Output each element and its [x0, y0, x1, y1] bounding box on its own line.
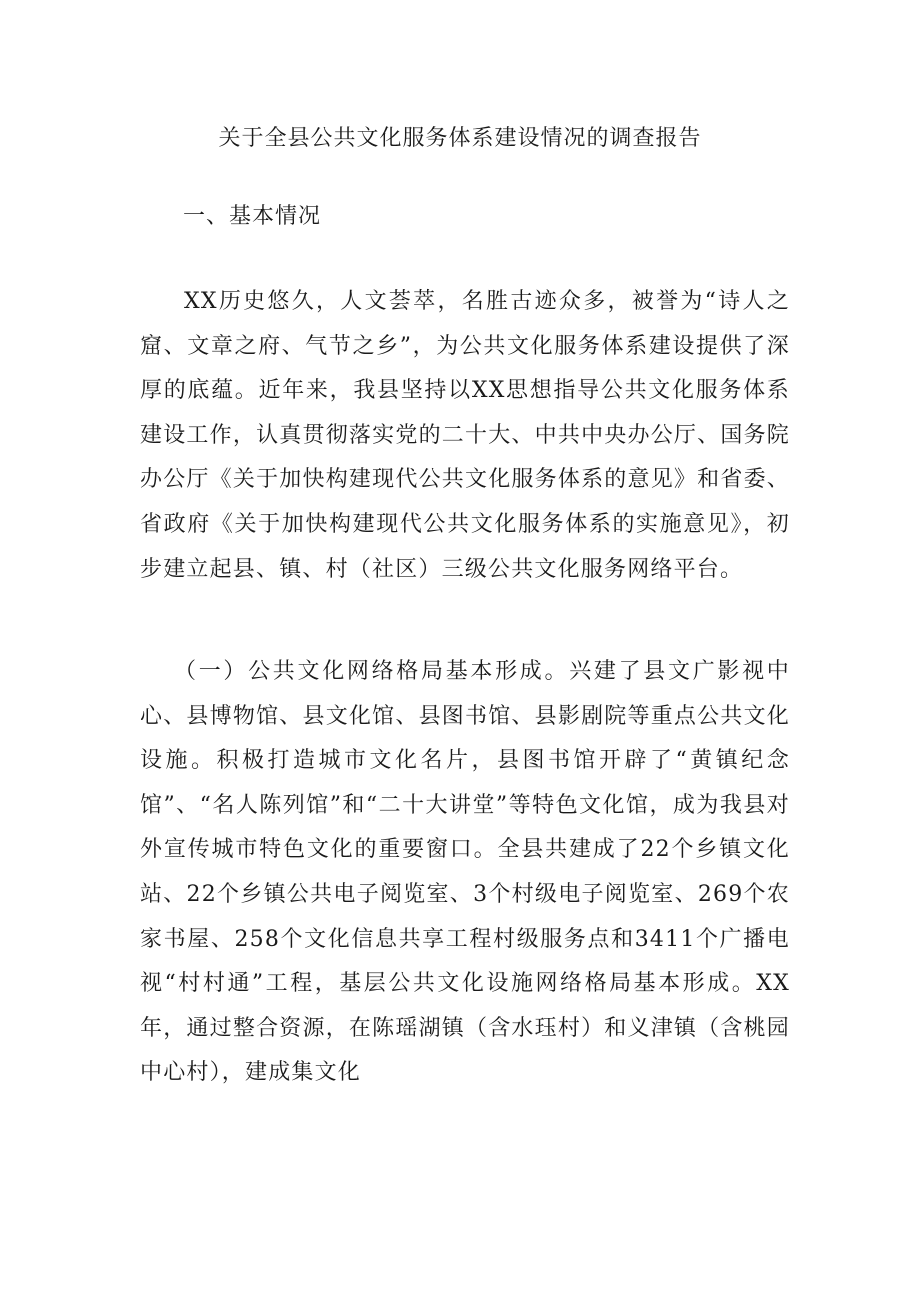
section-heading: 一、基本情况 — [183, 204, 322, 229]
paragraph-background: XX历史悠久，人文荟萃，名胜古迹众多，被誉为“诗人之窟、文章之府、气节之乡”，为公共文化服务体系建设提供了深厚的底蕴。近年来，我县坚持以XX思想指导公共文化服务体系建设工作，认真贯彻落实党的二十大、中共中央办公厅、国务院办公厅《关于加快构建现代公共文化服务体系的意见》和省委、省政府《关于加快构建现代公共文化服务体系的实施意见》，初步建立起县、镇、村（社区）三级公共文化服务网络平台。 — [140, 289, 790, 582]
paragraph-network-layout: （一）公共文化网络格局基本形成。兴建了县文广影视中心、县博物馆、县文化馆、县图书馆、县影剧院等重点公共文化设施。积极打造城市文化名片，县图书馆开辟了“黄镇纪念馆”、“名人陈列馆”和“二十大讲堂”等特色文化馆，成为我县对外宣传城市特色文化的重要窗口。全县共建成了22个乡镇文化站、22个乡镇公共电子阅览室、3个村级电子阅览室、269个农家书屋、258个文化信息共享工程村级服务点和3411个广播电视“村村通”工程，基层公共文化设施网络格局基本形成。XX年，通过整合资源，在陈瑶湖镇（含水珏村）和义津镇（含桃园中心村），建成集文化 — [140, 659, 790, 1086]
document-title: 关于全县公共文化服务体系建设情况的调查报告 — [218, 126, 702, 151]
